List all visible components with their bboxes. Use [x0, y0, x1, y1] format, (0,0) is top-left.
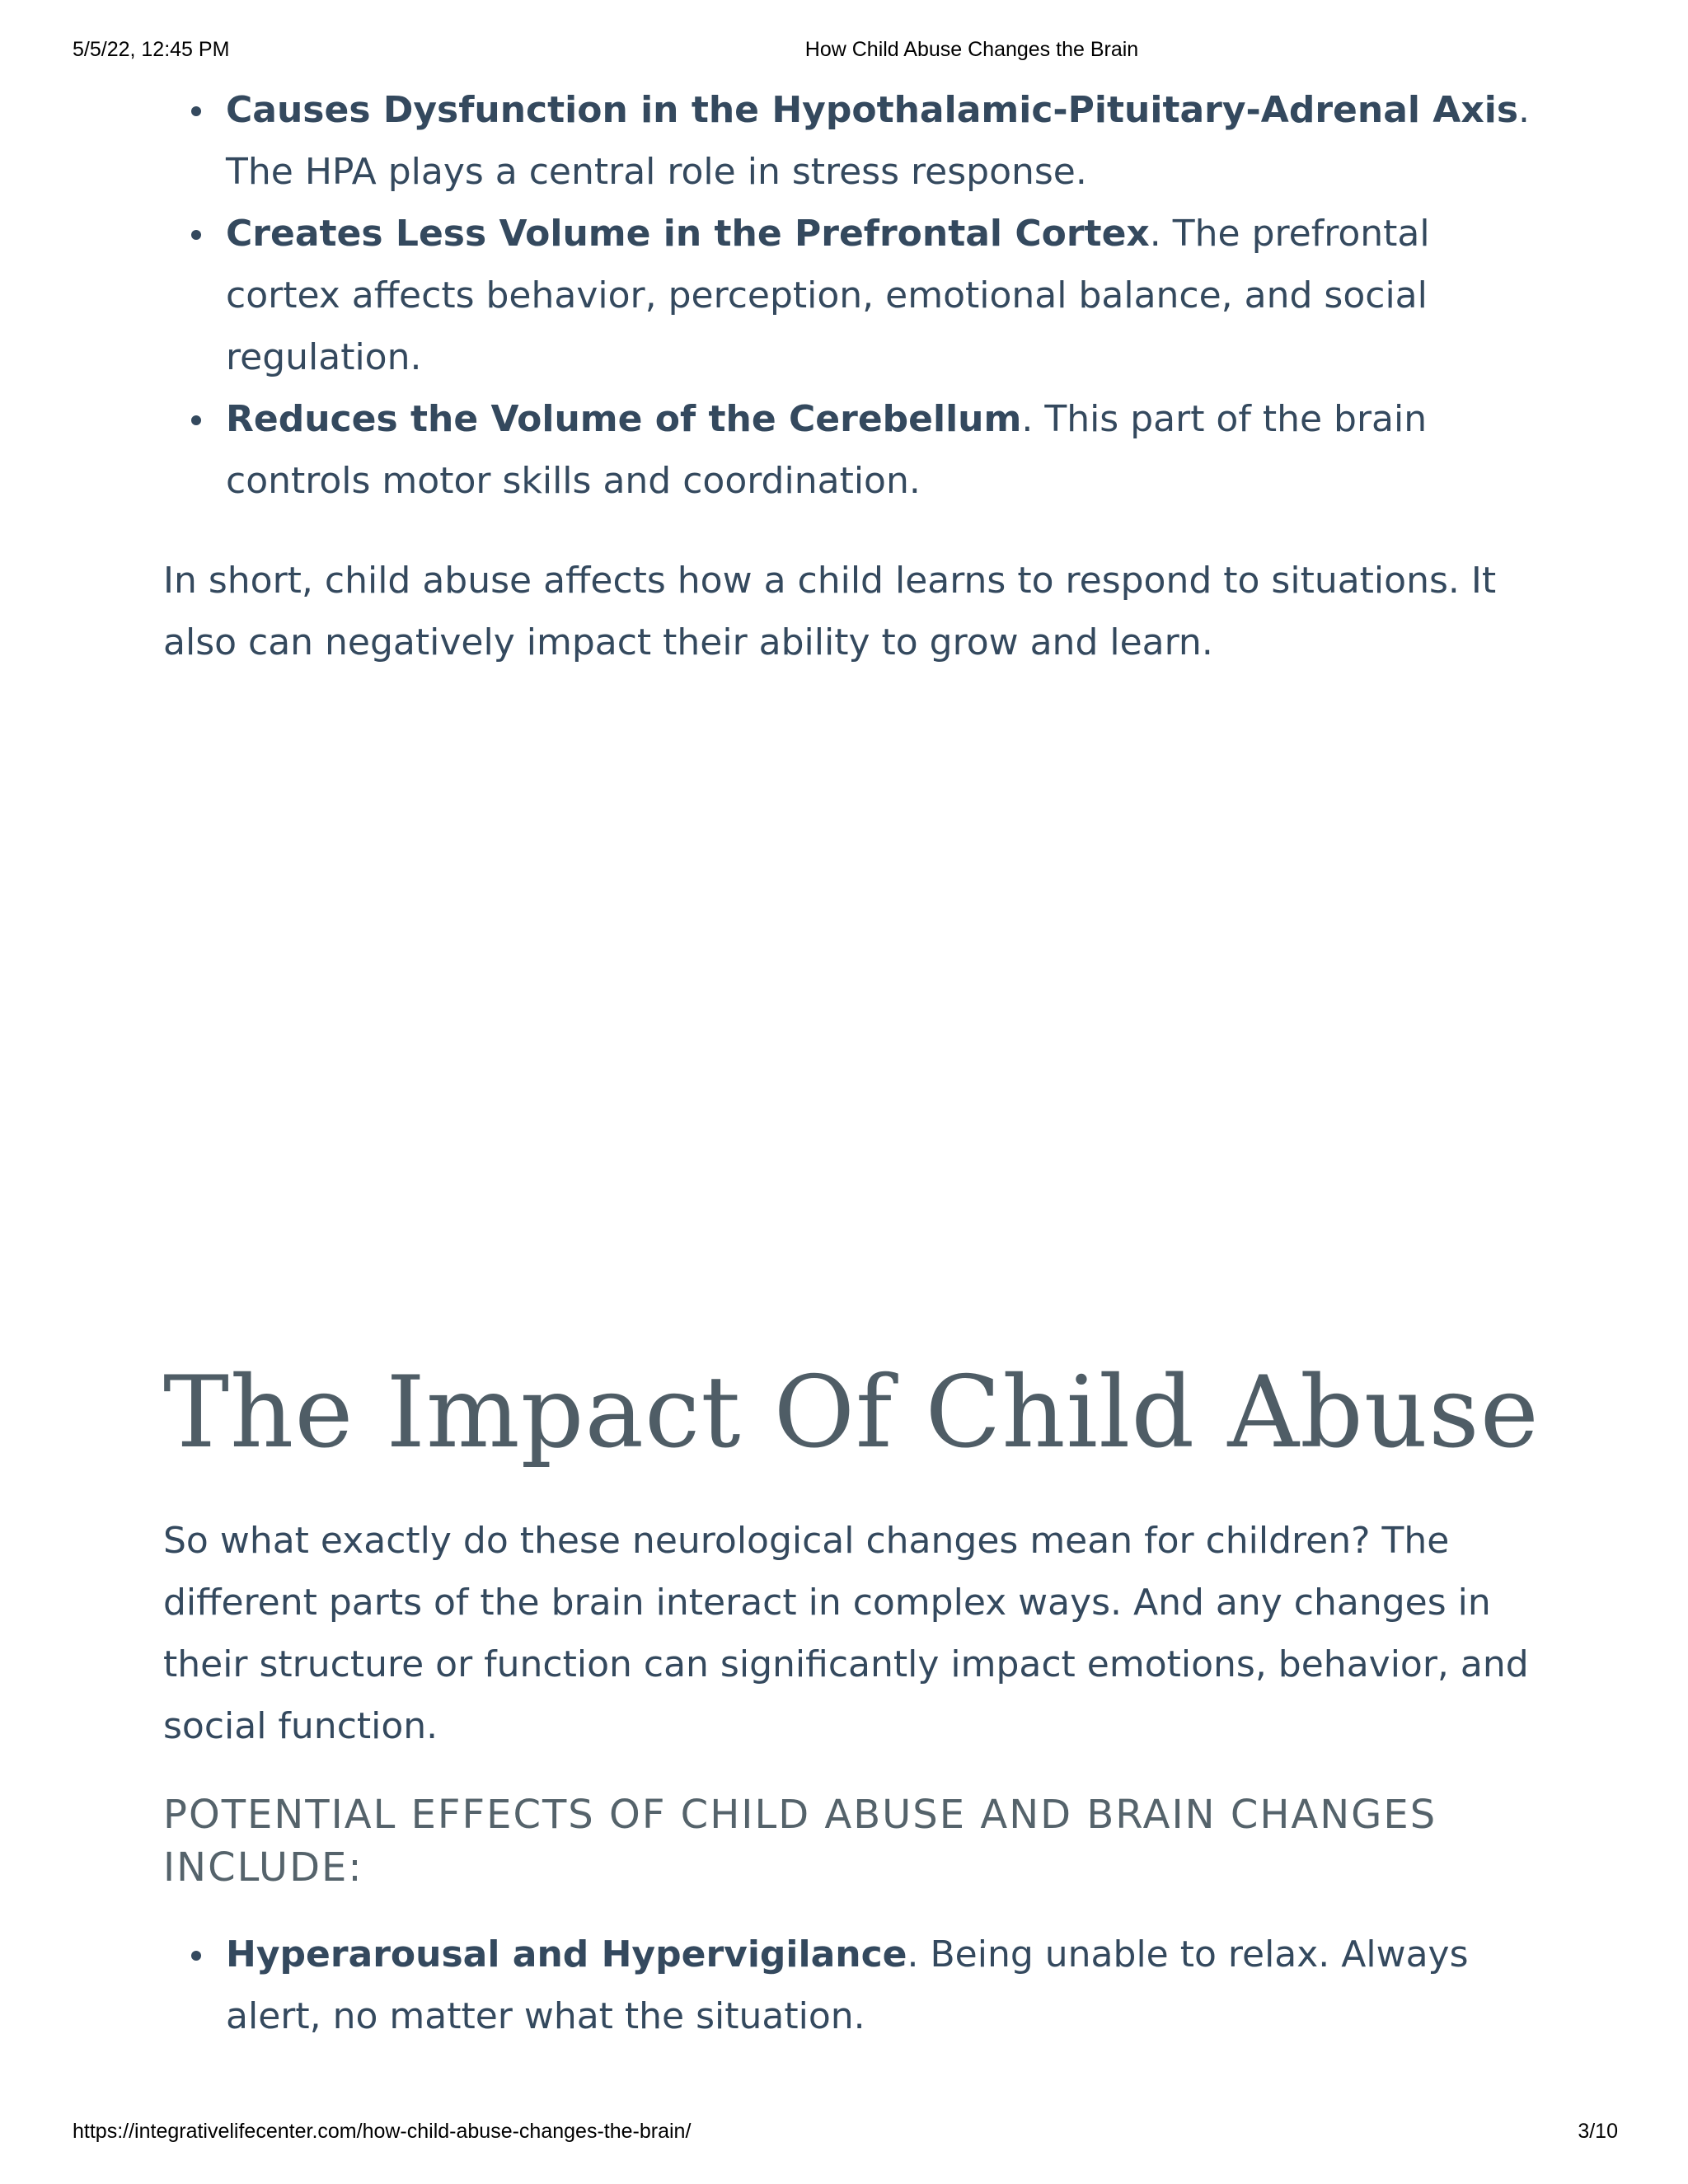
potential-effects-list	[163, 1924, 1531, 2047]
brain-effects-list	[163, 79, 1531, 512]
print-url: https://integrativelifecenter.com/how-child-abuse-changes-the-brain/	[73, 2120, 692, 2143]
list-item	[226, 203, 1531, 388]
list-item	[226, 79, 1531, 203]
effects-subheading: POTENTIAL EFFECTS OF CHILD ABUSE AND BRAIN CHANGES INCLUDE:	[163, 1792, 1437, 1891]
print-header	[0, 38, 1688, 79]
print-page-number: 3/10	[1578, 2120, 1618, 2143]
list-item-term: Hyperarousal and Hypervigilance	[226, 1933, 907, 1975]
list-item-description: . The HPA plays a central role in stress response.	[226, 89, 1531, 193]
article-body	[163, 79, 1531, 673]
print-page-title: How Child Abuse Changes the Brain	[804, 38, 1139, 61]
list-item-term: Causes Dysfunction in the Hypothalamic-Pituitary-Adrenal Axis	[226, 89, 1519, 131]
list-item-term: Reduces the Volume of the Cerebellum	[226, 398, 1022, 440]
section-heading: The Impact Of Child Abuse	[163, 1356, 1540, 1470]
list-item	[226, 1924, 1531, 2047]
summary-paragraph: In short, child abuse affects how a child learns to respond to situations. It also can negatively impact their ability to grow and learn.	[163, 560, 1497, 663]
print-footer	[0, 2120, 1688, 2161]
list-item-description: . The prefrontal cortex affects behavior, perception, emotional balance, and social regulation.	[226, 213, 1430, 378]
list-item-term: Creates Less Volume in the Prefrontal Cortex	[226, 213, 1150, 255]
impact-intro-paragraph: So what exactly do these neurological changes mean for children? The different parts of the brain interact in complex ways. And any changes in their structure or function can significantly impact emotions, behavior, and social function.	[163, 1520, 1529, 1747]
list-item-description: . This part of the brain controls motor skills and coordination.	[226, 398, 1428, 502]
list-item-description: . Being unable to relax. Always alert, no matter what the situation.	[226, 1933, 1469, 2037]
print-datetime: 5/5/22, 12:45 PM	[73, 38, 230, 61]
impact-section	[163, 1510, 1531, 2047]
list-item	[226, 388, 1531, 512]
